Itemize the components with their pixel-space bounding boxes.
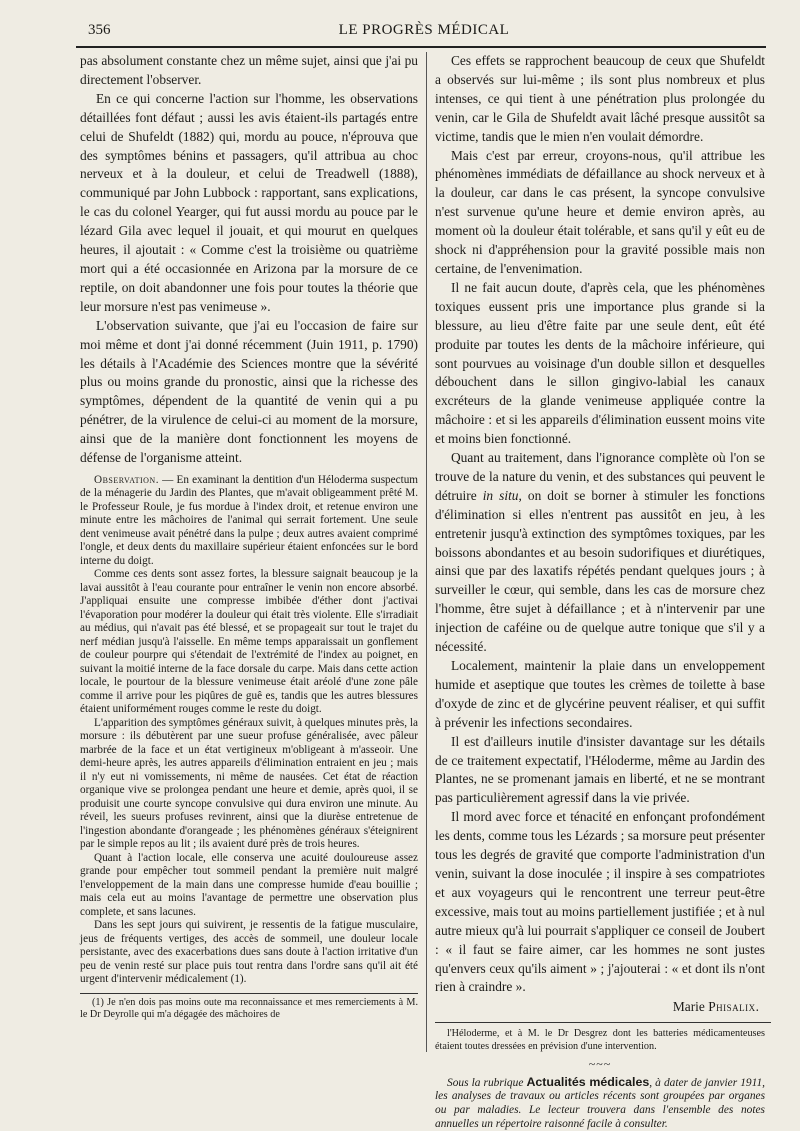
page-number: 356 <box>88 22 111 38</box>
notice-text-b: , à dater de janvier 1911, les analyses de travaux ou articles récents sont groupées par organes ou par maladies. Le lecteur trouvera dans l'ensemble des notes annuelles un répertoire raisonné facile à consulter. <box>435 1076 765 1130</box>
column-divider <box>426 52 427 1052</box>
journal-title: LE PROGRÈS MÉDICAL <box>338 22 510 38</box>
author-last-name: Phisalix <box>708 999 756 1015</box>
header-rule <box>76 46 766 48</box>
paragraph-comparison: Ces effets se rapprochent beaucoup de ceux que Shufeldt a observés sur lui-même ; ils sont plus nombreux et plus intenses, ce qui tient à une pénétration plus prolongée du venin, car le Gila de Shufeldt avait lâché presque aussitôt sa victime, tandis que le mien n'en voulait démordre. <box>435 53 765 144</box>
paragraph-continuation: pas absolument constante chez un même sujet, ainsi que j'ai pu directement l'observer. <box>80 53 418 87</box>
author-first-name: Marie <box>672 999 709 1015</box>
page-header <box>88 22 760 44</box>
author-signature: Marie Phisalix. <box>672 999 759 1015</box>
paragraph-treatment <box>435 449 765 657</box>
observation-paragraph-2: Comme ces dents sont assez fortes, la blessure saignait beaucoup je la lavai aussitôt à l'eau courante pour entraîner le venin non encore absorbé. J'appliquai ensuite une compresse imbibée d'éther dont j'activai l'évaporation pour modérer la douleur qui était très violente. Elle s'irradiait au médius, qui n'avait pas été blessé, et se propageait sur tout le trajet du nerf médian jusqu'à l'aisselle. En même temps apparaissait un gonflement de couleur pourpre qui s'étendait de l'extrémité de l'index au poignet, en suivant la moitié interne de la face dorsale du carpe. Mais dans cette action locale, le pourtour de la blessure venimeuse était aréolé d'une zone pâle comme il arrive pour les piqûres de guê es, tandis que les autres blessures étaient uniformément rouges comme le reste du doigt. <box>80 568 418 716</box>
paragraph-human-action: En ce qui concerne l'action sur l'homme, les observations détaillées font défaut ; aussi les avis étaient-ils partagés entre celui de Shufeldt (1882) qui, mordu au pouce, n'éprouva que des symptômes bénins et passagers, qu'il attribua au choc nerveux et à la douleur, et celui de Treadwell (1888), communiqué par John Lubbock : rapportant, sans explications, le cas du colonel Yearger, qui fut aussi mordu au pouce par le lézard Gila avec lequel il jouait, et qui mourut en quelques heures, il ajoutait : « Comme c'est la troisième ou quatrième mort qui a été occasionnée en Arizona par la morsure de ce reptile, on doit abandonner une fois pour toutes la théorie que leur morsure n'est pas venimeuse ». <box>80 90 418 314</box>
left-column <box>80 52 418 1021</box>
ornament-divider: ~~~ <box>588 1056 612 1071</box>
paragraph-toxicity: Il ne fait aucun doute, d'après cela, que les phénomènes toxiques eussent pris une importance plus grande si la blessure, au lieu d'être faite par une seule dent, eût été produite par toutes les dents de la mâchoire inférieure, qui sont pourvues au voisinage d'un double sillon et desquelles débouchent dans le sillon gingivo-labial les canaux excréteurs de la glande venimeuse appliquée contre la mâchoire : et si les appareils d'élimination eussent moins vite et moins bien fonctionné. <box>435 279 765 447</box>
observation-paragraph-1 <box>80 474 418 569</box>
treatment-italic: in situ <box>482 487 519 503</box>
paragraph-local-care: Localement, maintenir la plaie dans un enveloppement humide et aseptique que toutes les crèmes de toilette à base d'oxyde de zinc et de glycérine peuvent réaliser, et qui suffit à prévenir les infections secondaires. <box>435 658 765 730</box>
notice-rubric: Actualités médicales <box>526 1074 650 1089</box>
footnote: (1) Je n'en dois pas moins oute ma reconnaissance et mes remerciements à M. le Dr Deyrolle qui m'a dégagée des mâchoires de <box>80 996 418 1021</box>
treatment-text-a: Quant au traitement, dans l'ignorance complète où l'on se trouve de la nature du venin, et des substances qui peuvent le détruire <box>435 450 765 503</box>
paragraph-bite: Il mord avec force et ténacité en enfonçant profondément les dents, comme tous les Lézards ; sa morsure peut présenter tous les degrés de gravité que comporte l'administration d'un venin, suivant la dose inoculée ; il inspire à ses compatriotes et aux voyageurs qui le rencontrent une terreur peut-être excessive, mais tout au moins partiellement justifiée ; et à nul autre mieux qu'à lui pourrait s'appliquer ce conseil de Joubert : « il faut se faire aimer, car les hommes ne sont justes qu'envers ceux qu'ils aiment » ; j'ajouterai : « et dont ils n'ont rien à craindre ». <box>435 809 765 995</box>
observation-paragraph-5: Dans les sept jours qui suivirent, je ressentis de la fatigue musculaire, jeus de fréquents vertiges, des accès de sommeil, une douleur locale persistante, avec des exacerbations dues sans doute à l'action irritative d'un peu de venin resté sur place puis tout rentra dans l'ordre sans qu'il ait été urgent d'intervenir médicalement (1). <box>80 919 418 986</box>
observation-label: Observation. <box>94 473 159 486</box>
treatment-text-b: , on doit se borner à stimuler les fonctions d'élimination si elles n'entrent pas aussitôt en jeu, à les entretenir jusqu'à extinction des symptômes toxiques, par les boissons abondantes et au besoin sudorifiques et diurétiques, ainsi que par des laxatifs répétés pendant quelques jours ; à surveiller le cœur, qui semble, dans les cas de morsure chez l'homme, être sujet à défaillance ; et à n'intervenir par une injection de caféine ou de quelque autre tonique que s'il y a nécessité. <box>435 487 766 655</box>
paragraph-error: Mais c'est par erreur, croyons-nous, qu'il attribue les phénomènes immédiats de défaillance au shock nerveux et à la douleur, car dans le cas présent, la syncope convulsive n'est survenue qu'une heure et demie environ après, au moment où la douleur était tolérable, et sans qu'il y eût eu de shock ni d'appréhension pour la gravité possible mais non certaine, de l'envenimation. <box>435 147 765 276</box>
observation-paragraph-4: Quant à l'action locale, elle conserva une acuité douloureuse assez grande pour empêcher tout sommeil pendant la première nuit malgré l'enveloppement de la main dans une compresse humide d'eau bouillie ; mais cela eut au moins l'avantage de permettre une observation plus complete, et sans lacunes. <box>80 851 418 918</box>
paragraph-observation-intro: L'observation suivante, que j'ai eu l'occasion de faire sur moi même et dont j'ai donné récemment (Juin 1911, p. 1790) les détails à l'Académie des Sciences montre que la sévérité plus ou moins grande du pronostic, ainsi que la richesse des symptômes, dépendent de la quantité de venin qui a pu pénétrer, de la virulence de celui-ci au moment de la morsure, ainsi que de la manière dont fonctionnent les moyens de défense de l'organisme atteint. <box>80 317 418 466</box>
notice-text-a: Sous la rubrique <box>447 1076 527 1089</box>
right-column <box>435 52 765 1131</box>
footnote-rule-right <box>435 1022 771 1023</box>
observation-text-1: — En examinant la dentition d'un Héloderma suspectum de la ménagerie du Jardin des Plantes, que m'avait obligeamment prêté M. le Professeur Roule, je fus mordue à l'index droit, et retenue environ une minute entre les mâchoires de l'animal qui serrait fortement. Une seule dent venimeuse avait pénétré dans la pulpe ; deux autres avaient comprimé l'ongle, et deux dents du maxillaire supérieur étaient enfoncées sur le bord interne du doigt. <box>80 473 418 567</box>
observation-paragraph-3: L'apparition des symptômes généraux suivit, à quelques minutes près, la morsure : ils débutèrent par une sueur profuse généralisée, avec pâleur marbrée de la face et un état vertigineux m'obligeant à m'asseoir. Une demi-heure après, les autres appareils d'élimination entraient en jeu ; mais il n'y eut ni vomissements, ni même de nausées. Cet état de réaction organique vive se prolongea pendant une heure et demie, après quoi, il se produisit une courte syncope convulsive qui dura environ une minute. Au réveil, les sueurs profuses revinrent, ainsi que la diurèse entretenue de l'ingestion abondante d'orangeade ; les phénomènes généraux s'éteignirent par le simple repos au lit ; ils avaient duré près de trois heures. <box>80 716 418 851</box>
paragraph-expectative: Il est d'ailleurs inutile d'insister davantage sur les détails de ce traitement expectatif, l'Héloderme, même au Jardin des Plantes, ne se promenant jamais en liberté, et ne se montrant pas particulièrement agressif dans la vie privée. <box>435 733 765 806</box>
footnote-continuation: l'Héloderme, et à M. le Dr Desgrez dont les batteries médicamenteuses étaient toutes dressées en prévision d'une intervention. <box>435 1028 765 1052</box>
editorial-notice <box>435 1076 765 1131</box>
footnote-rule <box>80 993 418 994</box>
